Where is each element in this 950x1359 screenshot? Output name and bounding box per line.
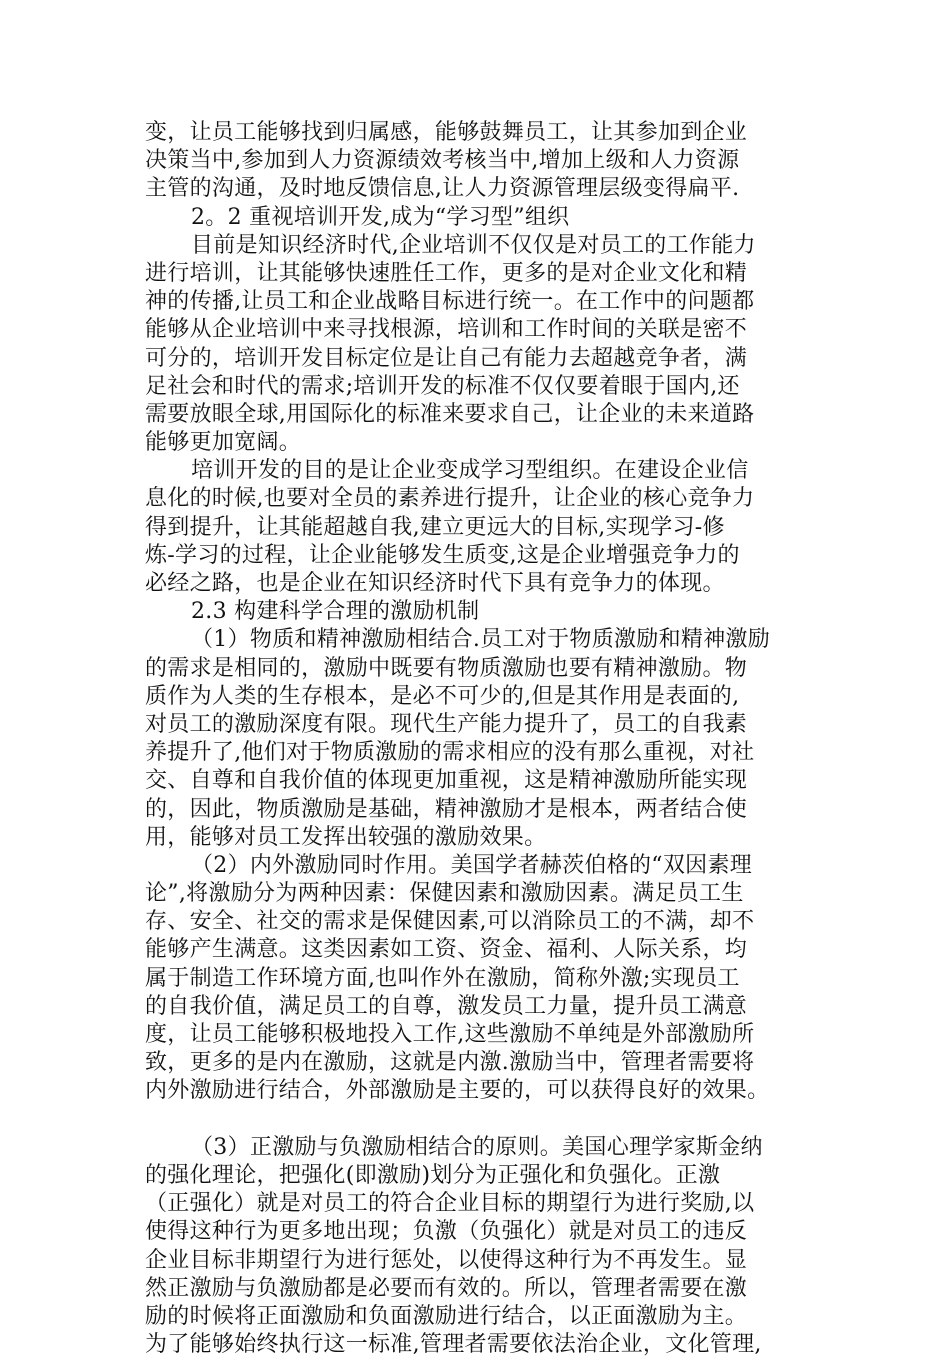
text-line: 足社会和时代的需求;培训开发的标准不仅仅要着眼于国内,还 — [145, 373, 740, 399]
text-line: 用，能够对员工发挥出较强的激励效果。 — [145, 824, 547, 850]
text-line: 必经之路，也是企业在知识经济时代下具有竞争力的体现。 — [145, 571, 725, 596]
text-line: 属于制造工作环境方面,也叫作外在激励，简称外激;实现员工 — [145, 965, 740, 991]
text-line: 度，让员工能够积极地投入工作,这些激励不单纯是外部激励所 — [145, 1022, 755, 1047]
text-line: 质作为人类的生存根本，是必不可少的,但是其作用是表面的, — [145, 683, 740, 709]
text-line: 能够产生满意。这类因素如工资、资金、福利、人际关系，均 — [145, 937, 748, 963]
text-line: 变，让员工能够找到归属感，能够鼓舞员工，让其参加到企业 — [145, 120, 748, 145]
text-line: 得到提升，让其能超越自我,建立更远大的目标,实现学习-修 — [145, 514, 725, 540]
text-line: 励的时候将正面激励和负面激励进行结合，以正面激励为主。 — [145, 1303, 748, 1329]
text-line: 企业目标非期望行为进行惩处，以使得这种行为不再发生。显 — [145, 1247, 748, 1273]
text-line: （2）内外激励同时作用。美国学者赫茨伯格的“双因素理 — [191, 852, 753, 878]
text-line: 决策当中,参加到人力资源绩效考核当中,增加上级和人力资源 — [145, 148, 740, 174]
paragraph-gap — [145, 1106, 815, 1134]
text-line: 为了能够始终执行这一标准,管理者需要依法治企业，文化管理, — [145, 1332, 762, 1358]
section-heading: 2.3 构建科学合理的激励机制 — [191, 599, 480, 625]
text-line: 需要放眼全球,用国际化的标准来要求自己，让企业的未来道路 — [145, 401, 755, 427]
text-line: （3）正激励与负激励相结合的原则。美国心理学家斯金纳 — [191, 1134, 763, 1160]
text-line: 的自我价值，满足员工的自尊，激发员工力量，提升员工满意 — [145, 993, 748, 1019]
text-line: 的，因此，物质激励是基础，精神激励才是根本，两者结合使 — [145, 796, 748, 822]
text-line: 主管的沟通，及时地反馈信息,让人力资源管理层级变得扁平. — [145, 176, 740, 202]
text-line: 能够从企业培训中来寻找根源，培训和工作时间的关联是密不 — [145, 317, 748, 343]
text-line: 交、自尊和自我价值的体现更加重视，这是精神激励所能实现 — [145, 768, 748, 794]
text-line: 致，更多的是内在激励，这就是内激.激励当中，管理者需要将 — [145, 1050, 755, 1076]
text-line: （正强化）就是对员工的符合企业目标的期望行为进行奖励,以 — [145, 1191, 755, 1217]
text-line: （1）物质和精神激励相结合.员工对于物质激励和精神激励 — [191, 627, 771, 653]
text-line: 存、安全、社交的需求是保健因素,可以消除员工的不满，却不 — [145, 909, 755, 935]
text-line: 对员工的激励深度有限。现代生产能力提升了，员工的自我素 — [145, 711, 748, 737]
body-text — [145, 119, 815, 1359]
text-line: 养提升了,他们对于物质激励的需求相应的没有那么重视，对社 — [145, 740, 755, 766]
text-line: 进行培训，让其能够快速胜任工作，更多的是对企业文化和精 — [145, 260, 748, 286]
text-line: 论”,将激励分为两种因素：保健因素和激励因素。满足员工生 — [145, 881, 744, 907]
text-line: 息化的时候,也要对全员的素养进行提升，让企业的核心竞争力 — [145, 486, 755, 512]
text-line: 的需求是相同的，激励中既要有物质激励也要有精神激励。物 — [145, 655, 748, 681]
text-line: 目前是知识经济时代,企业培训不仅仅是对员工的工作能力 — [191, 232, 756, 258]
text-line: 炼-学习的过程，让企业能够发生质变,这是企业增强竞争力的 — [145, 542, 740, 568]
text-line: 的强化理论，把强化(即激励)划分为正强化和负强化。正激 — [145, 1162, 721, 1188]
text-line: 使得这种行为更多地出现；负激（负强化）就是对员工的违反 — [145, 1219, 748, 1245]
text-line: 然正激励与负激励都是必要而有效的。所以，管理者需要在激 — [145, 1275, 748, 1301]
text-line: 神的传播,让员工和企业战略目标进行统一。在工作中的问题都 — [145, 289, 755, 315]
text-line: 能够更加宽阔。 — [145, 430, 302, 456]
text-line: 可分的，培训开发目标定位是让自己有能力去超越竞争者，满 — [145, 345, 748, 371]
text-line: 培训开发的目的是让企业变成学习型组织。在建设企业信 — [191, 458, 749, 484]
text-line: 内外激励进行结合，外部激励是主要的，可以获得良好的效果。 — [145, 1078, 770, 1104]
section-heading: 2。2 重视培训开发,成为“学习型”组织 — [191, 204, 570, 230]
